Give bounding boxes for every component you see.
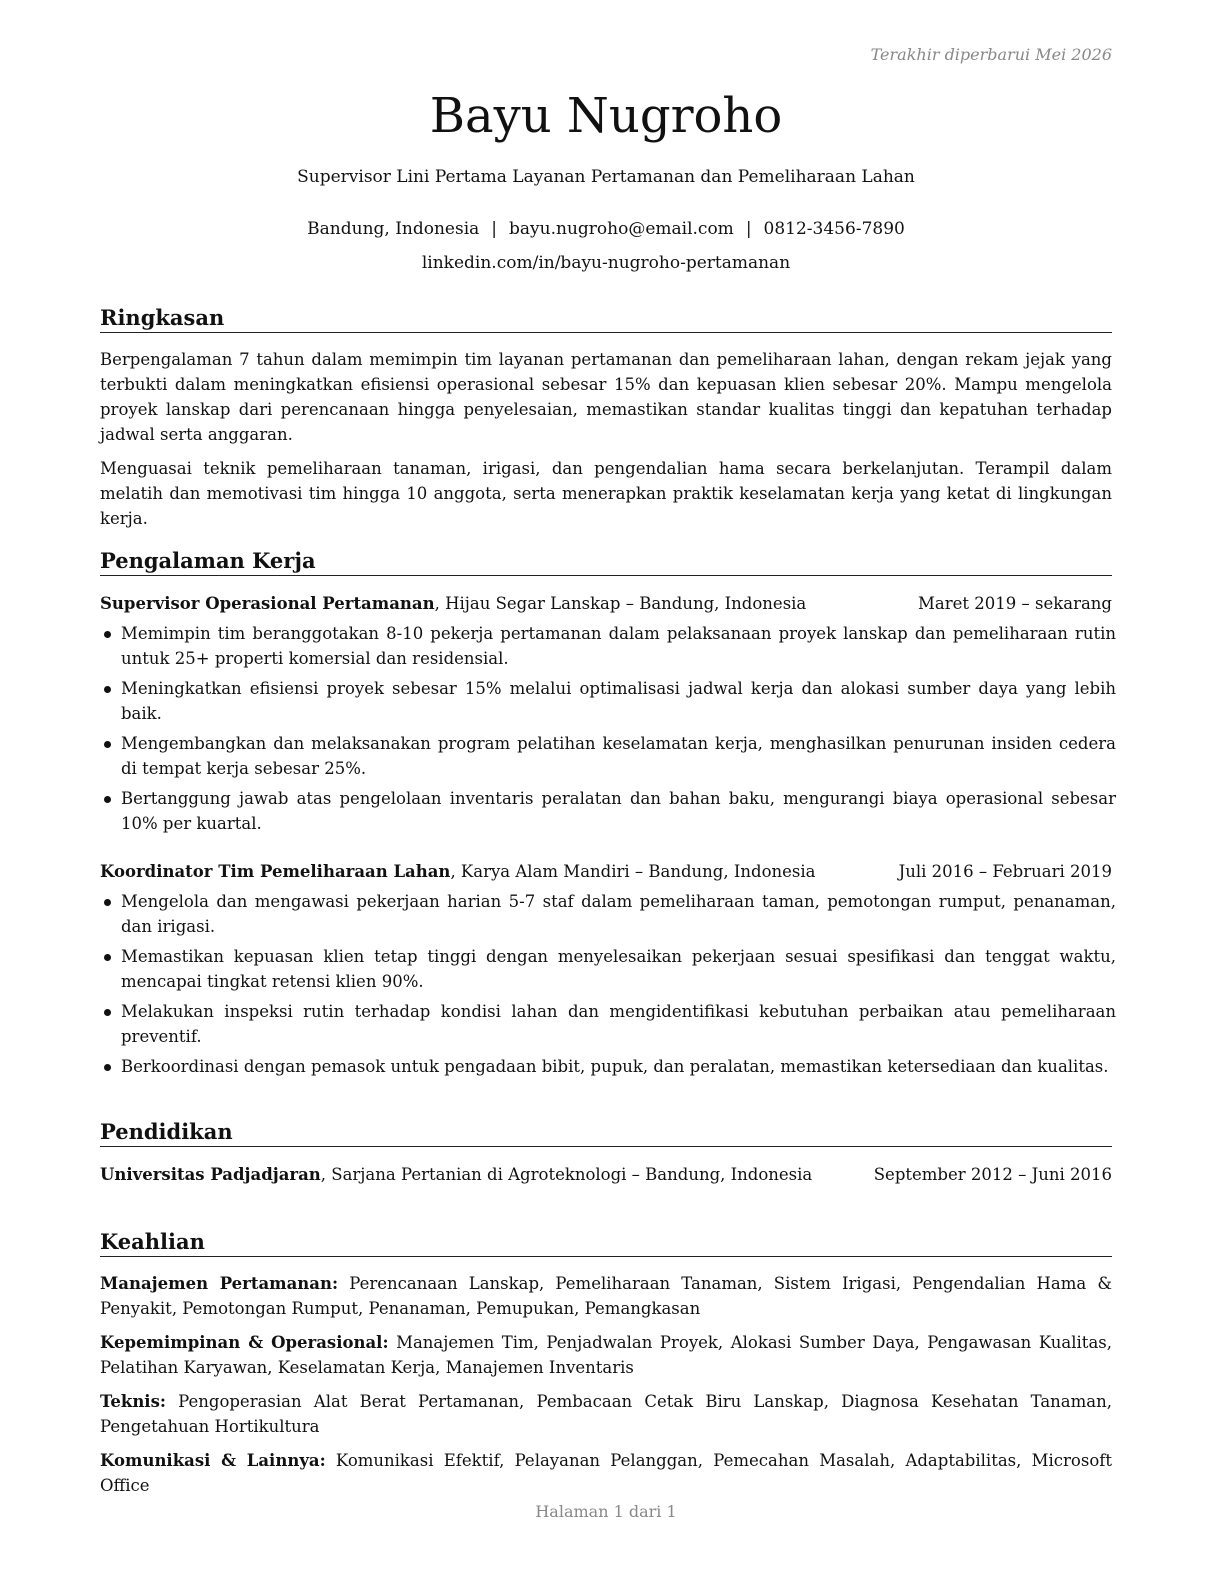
bullet-text: Bertanggung jawab atas pengelolaan inventaris peralatan dan bahan baku, mengurangi biaya operasional sebesar 10% per kuartal. (121, 789, 1116, 833)
list-item (100, 786, 1116, 836)
phone: 0812-3456-7890 (763, 219, 905, 239)
separator: | (491, 219, 498, 239)
degree: , Sarjana Pertanian di Agroteknologi – Bandung, Indonesia (320, 1165, 813, 1184)
skill-group (100, 1389, 1112, 1439)
section-title-summary: Ringkasan (100, 305, 1112, 333)
bullet-text: Memastikan kepuasan klien tetap tinggi dengan menyelesaikan pekerjaan sesuai spesifikasi dan tenggat waktu, mencapai tingkat retensi klien 90%. (121, 947, 1116, 991)
bullet-text: Berkoordinasi dengan pemasok untuk pengadaan bibit, pupuk, dan peralatan, memastikan ketersediaan dan kualitas. (121, 1057, 1109, 1076)
bullet-text: Mengembangkan dan melaksanakan program pelatihan keselamatan kerja, menghasilkan penurunan insiden cedera di tempat kerja sebesar 25%. (121, 734, 1116, 778)
bullet-dot-icon (104, 1064, 111, 1071)
education-date: September 2012 – Juni 2016 (873, 1165, 1112, 1184)
education-row (100, 1162, 1112, 1187)
person-name: Bayu Nugroho (429, 88, 783, 144)
skill-text: Komunikasi Efektif, Pelayanan Pelanggan, Pemecahan Masalah, Adaptabilitas, Microsoft Office (100, 1451, 1112, 1495)
bullet-dot-icon (104, 1009, 111, 1016)
linkedin-link[interactable]: linkedin.com/in/bayu-nugroho-pertamanan (421, 253, 791, 273)
list-item (100, 999, 1116, 1049)
job-role: Supervisor Operasional Pertamanan (100, 594, 435, 613)
summary-paragraph: Menguasai teknik pemeliharaan tanaman, irigasi, dan pengendalian hama secara berkelanjutan. Terampil dalam melatih dan memotivasi tim hingga 10 anggota, serta menerapkan praktik keselamatan kerja yang ketat di lingkungan kerja. (100, 459, 1112, 528)
bullet-dot-icon (104, 631, 111, 638)
job-bullets (100, 889, 1116, 1084)
job-org: , Hijau Segar Lanskap – Bandung, Indonesia (434, 594, 807, 613)
section-title-education: Pendidikan (100, 1119, 1112, 1147)
skill-text: Pengoperasian Alat Berat Pertamanan, Pembacaan Cetak Biru Lanskap, Diagnosa Kesehatan Tanaman, Pengetahuan Hortikultura (100, 1392, 1112, 1436)
bullet-dot-icon (104, 741, 111, 748)
bullet-text: Meningkatkan efisiensi proyek sebesar 15% melalui optimalisasi jadwal kerja dan alokasi sumber daya yang lebih baik. (121, 679, 1116, 723)
skill-label: Komunikasi & Lainnya: (100, 1451, 326, 1470)
bullet-dot-icon (104, 954, 111, 961)
bullet-dot-icon (104, 796, 111, 803)
contact-line (100, 219, 1112, 239)
job-date: Maret 2019 – sekarang (918, 594, 1112, 613)
skill-group (100, 1448, 1112, 1498)
job-date: Juli 2016 – Februari 2019 (898, 862, 1112, 881)
skill-text: Perencanaan Lanskap, Pemeliharaan Tanaman, Sistem Irigasi, Pengendalian Hama & Penyakit, Pemotongan Rumput, Penanaman, Pemupukan, Pemangkasan (100, 1274, 1113, 1318)
summary-paragraph: Berpengalaman 7 tahun dalam memimpin tim layanan pertamanan dan pemeliharaan lahan, dengan rekam jejak yang terbukti dalam meningkatkan efisiensi operasional sebesar 15% dan kepuasan klien sebesar 20%. Mampu mengelola proyek lanskap dari perencanaan hingga penyelesaian, memastikan standar kualitas tinggi dan kepatuhan terhadap jadwal serta anggaran. (100, 350, 1112, 444)
bullet-text: Melakukan inspeksi rutin terhadap kondisi lahan dan mengidentifikasi kebutuhan perbaikan atau pemeliharaan preventif. (121, 1002, 1116, 1046)
bullet-text: Mengelola dan mengawasi pekerjaan harian 5-7 staf dalam pemeliharaan taman, pemotongan rumput, penanaman, dan irigasi. (121, 892, 1116, 936)
section-title-skills: Keahlian (100, 1229, 1112, 1257)
list-item (100, 889, 1116, 939)
skill-text: Manajemen Tim, Penjadwalan Proyek, Alokasi Sumber Daya, Pengawasan Kualitas, Pelatihan Karyawan, Keselamatan Kerja, Manajemen Inventaris (100, 1333, 1112, 1377)
bullet-dot-icon (104, 899, 111, 906)
bullet-dot-icon (104, 686, 111, 693)
separator: | (745, 219, 752, 239)
job-header (100, 859, 1112, 884)
skill-label: Manajemen Pertamanan: (100, 1274, 339, 1293)
email-link[interactable]: bayu.nugroho@email.com (509, 219, 734, 239)
page-number: Halaman 1 dari 1 (535, 1502, 677, 1521)
job-org: , Karya Alam Mandiri – Bandung, Indonesia (450, 862, 816, 881)
job-title: Supervisor Lini Pertama Layanan Pertamanan dan Pemeliharaan Lahan (297, 167, 915, 187)
skill-group (100, 1271, 1112, 1321)
section-title-experience: Pengalaman Kerja (100, 548, 1112, 576)
last-updated: Terakhir diperbarui Mei 2026 (870, 45, 1112, 64)
skill-label: Teknis: (100, 1392, 166, 1411)
location: Bandung, Indonesia (307, 219, 480, 239)
job-bullets (100, 621, 1116, 841)
bullet-text: Memimpin tim beranggotakan 8-10 pekerja pertamanan dalam pelaksanaan proyek lanskap dan pemeliharaan rutin untuk 25+ properti komersial dan residensial. (121, 624, 1116, 668)
skill-label: Kepemimpinan & Operasional: (100, 1333, 389, 1352)
list-item (100, 1054, 1116, 1079)
skill-group (100, 1330, 1112, 1380)
list-item (100, 944, 1116, 994)
job-role: Koordinator Tim Pemeliharaan Lahan (100, 862, 451, 881)
job-header (100, 591, 1112, 616)
list-item (100, 731, 1116, 781)
list-item (100, 621, 1116, 671)
school-name: Universitas Padjadjaran (100, 1165, 321, 1184)
list-item (100, 676, 1116, 726)
